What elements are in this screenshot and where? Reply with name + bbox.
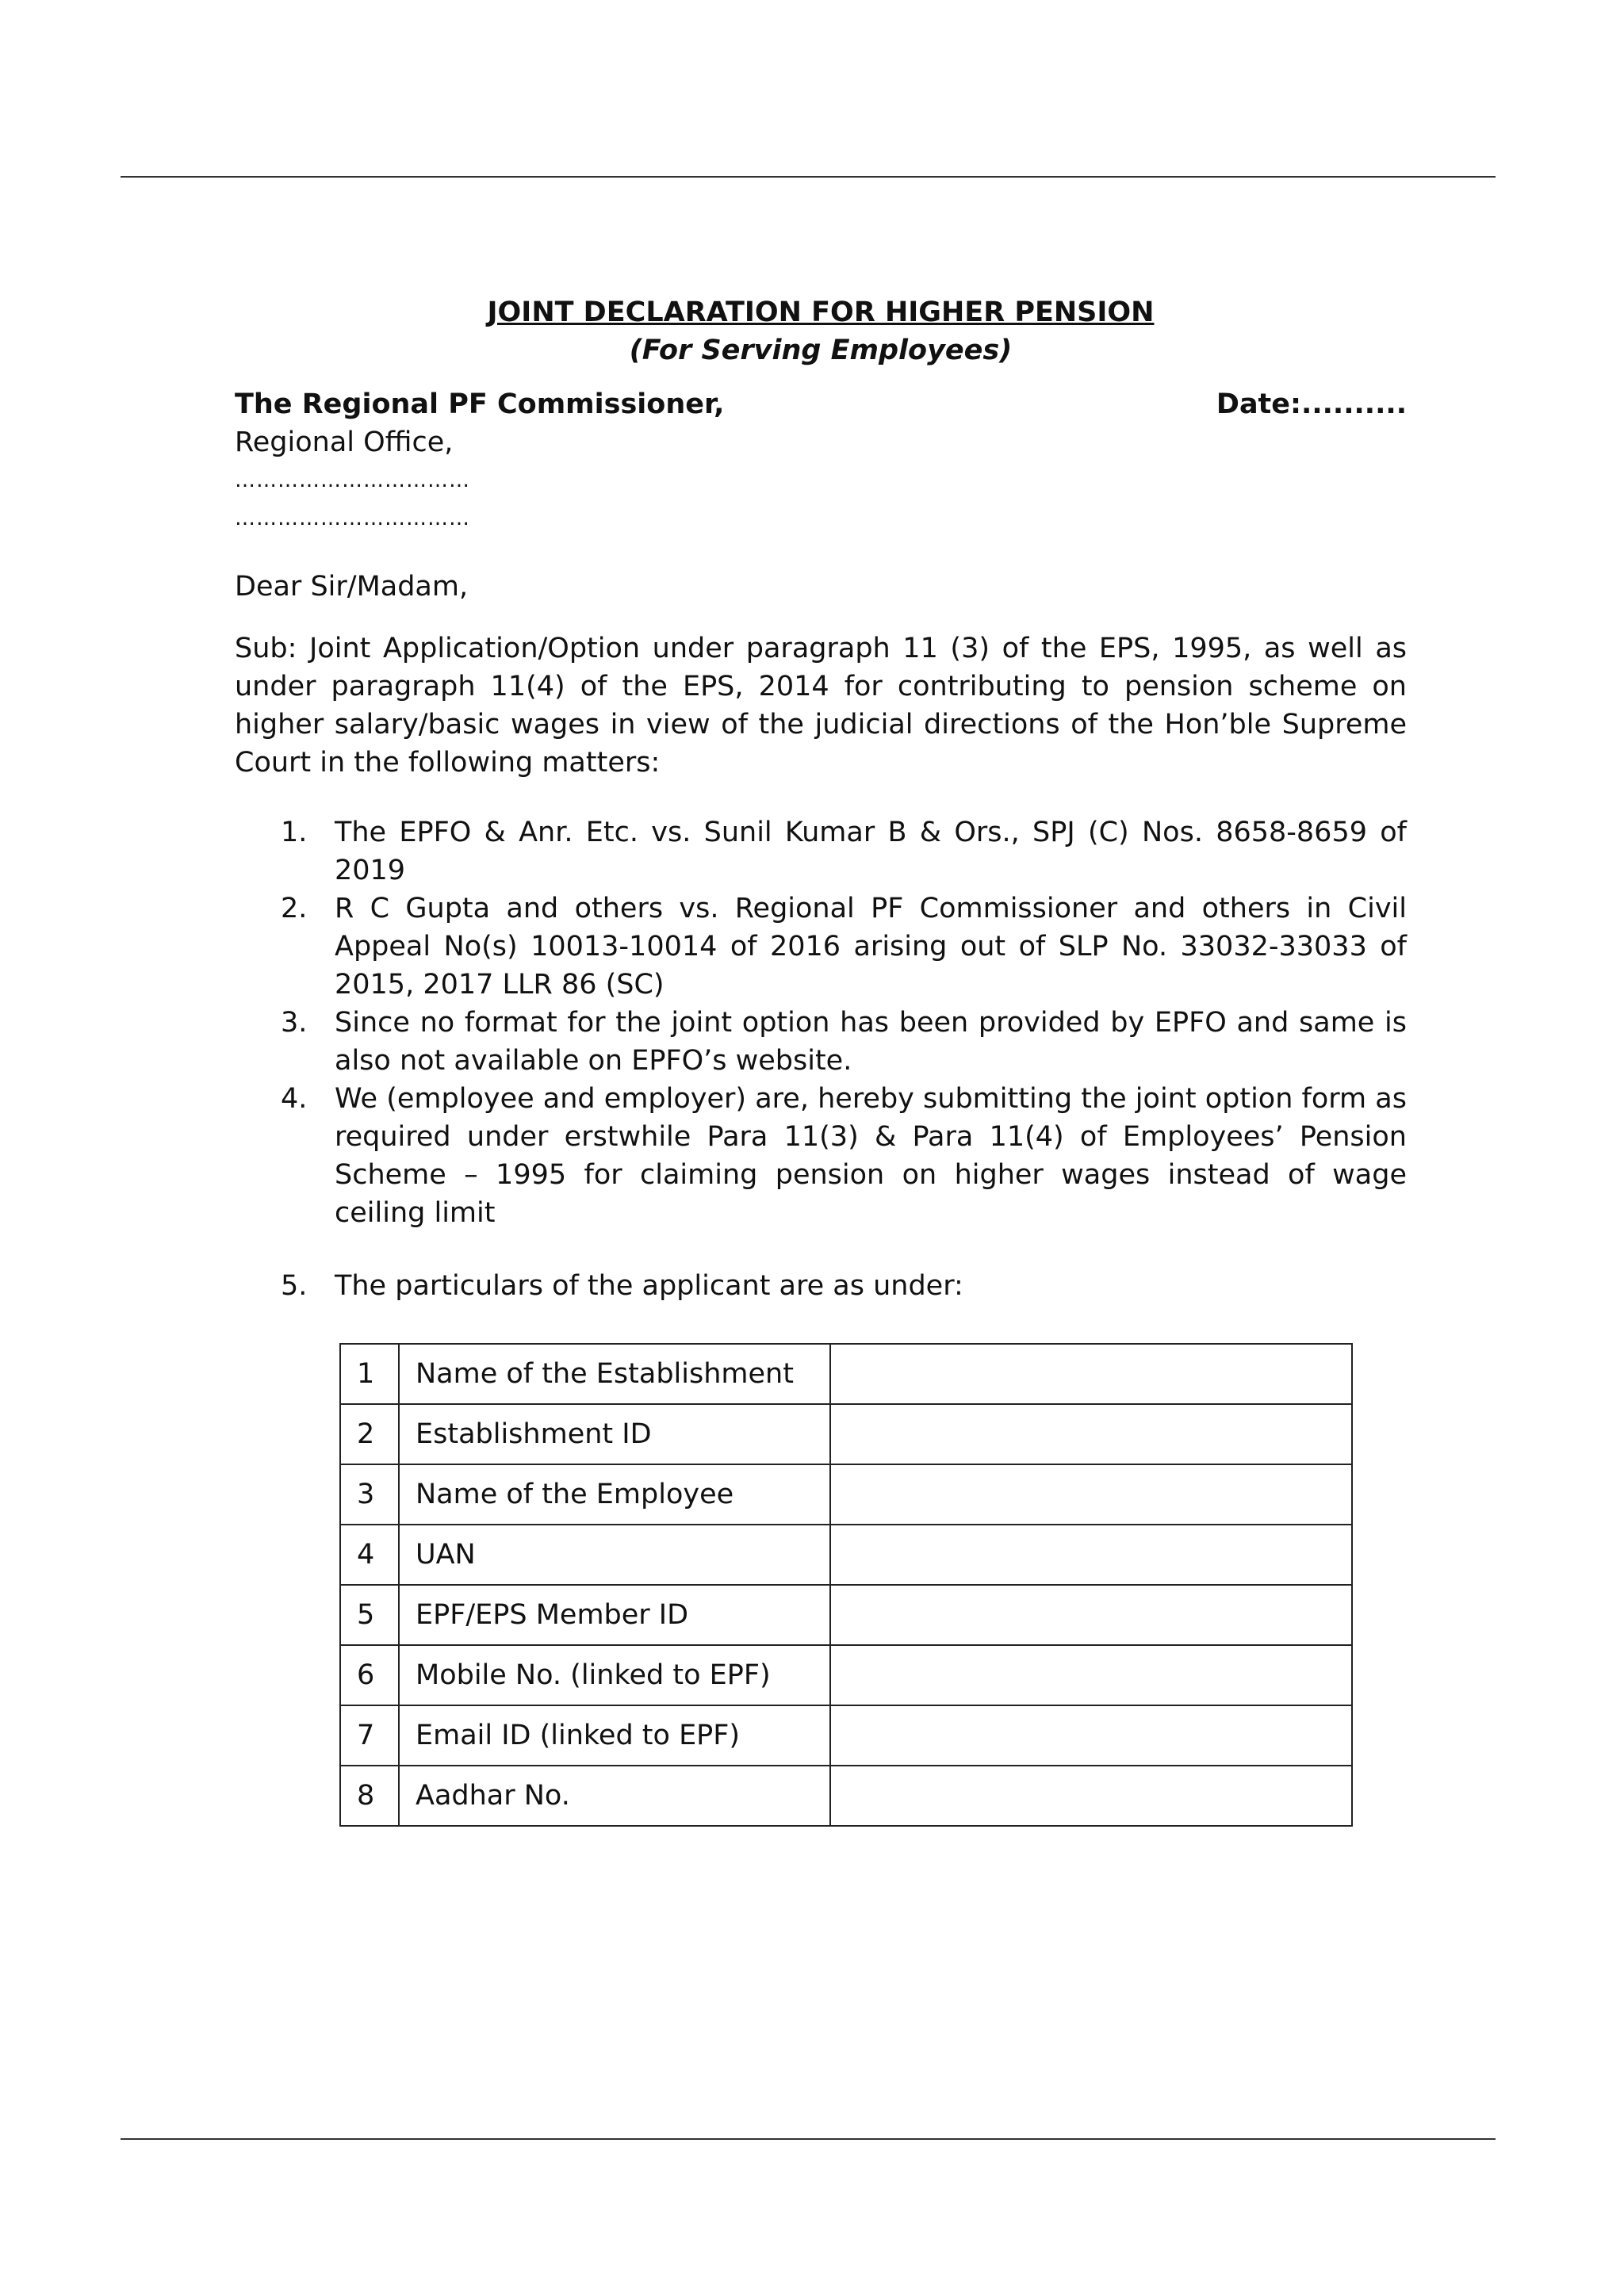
list-item-number: 4. [281,1083,308,1115]
row-label: Name of the Employee [399,1464,830,1525]
list-item [235,1004,1407,1080]
addressee-office: Regional Office, [235,427,454,458]
footer-rule [121,2138,1496,2140]
mobile-number-field[interactable] [830,1645,1352,1705]
table-row [340,1645,1352,1705]
table-row [340,1525,1352,1585]
uan-field[interactable] [830,1525,1352,1585]
establishment-name-field[interactable] [830,1344,1352,1404]
table-row [340,1705,1352,1766]
member-id-field[interactable] [830,1585,1352,1645]
aadhar-number-field[interactable] [830,1766,1352,1826]
list-item-number: 1. [281,817,308,848]
email-field[interactable] [830,1705,1352,1766]
list-item [235,1267,1407,1305]
row-number: 6 [340,1645,399,1705]
row-label: Name of the Establishment [399,1344,830,1404]
row-label: Mobile No. (linked to EPF) [399,1645,830,1705]
addressee-name: The Regional PF Commissioner, [235,388,725,420]
list-item [235,890,1407,1004]
date-field: Date:.......... [1216,388,1407,420]
list-item-text: We (employee and employer) are, hereby submitting the joint option form as required under erstwhile Para 11(3) & Para 11(4) of Employees’ Pension Scheme – 1995 for claiming pension on higher wages instead of wage ceiling limit [335,1083,1407,1229]
list-item-number: 2. [281,893,308,924]
list-item-text: Since no format for the joint option has been provided by EPFO and same is also not available on EPFO’s website. [335,1007,1407,1077]
row-number: 3 [340,1464,399,1525]
table-row [340,1404,1352,1464]
row-number: 4 [340,1525,399,1585]
row-label: UAN [399,1525,830,1585]
salutation: Dear Sir/Madam, [235,571,469,603]
addressee-row [235,385,1407,423]
list-item-number: 3. [281,1007,308,1039]
row-label: Aadhar No. [399,1766,830,1826]
employee-name-field[interactable] [830,1464,1352,1525]
document-title: JOINT DECLARATION FOR HIGHER PENSION [487,297,1155,328]
row-number: 1 [340,1344,399,1404]
address-blank-1: …………………………… [235,469,470,492]
table-row [340,1464,1352,1525]
list-item-text: The EPFO & Anr. Etc. vs. Sunil Kumar B & Ors., SPJ (C) Nos. 8658-8659 of 2019 [335,817,1407,886]
row-label: Email ID (linked to EPF) [399,1705,830,1766]
row-number: 7 [340,1705,399,1766]
row-label: EPF/EPS Member ID [399,1585,830,1645]
row-number: 2 [340,1404,399,1464]
establishment-id-field[interactable] [830,1404,1352,1464]
particulars-table [339,1343,1353,1827]
table-row [340,1585,1352,1645]
list-item-text: R C Gupta and others vs. Regional PF Commissioner and others in Civil Appeal No(s) 10013-10014 of 2016 arising out of SLP No. 33032-33033 of 2015, 2017 LLR 86 (SC) [335,893,1407,1001]
list-item-text: The particulars of the applicant are as under: [335,1270,963,1302]
row-number: 5 [340,1585,399,1645]
document-subtitle: (For Serving Employees) [629,335,1013,366]
list-item [235,1080,1407,1232]
list-item [235,813,1407,890]
matters-list [235,813,1407,1305]
header-rule [121,176,1496,178]
document-body [235,293,1407,1305]
row-number: 8 [340,1766,399,1826]
table-row [340,1344,1352,1404]
subject-paragraph: Sub: Joint Application/Option under paragraph 11 (3) of the EPS, 1995, as well as under paragraph 11(4) of the EPS, 2014 for contributing to pension scheme on higher salary/basic wages in view of the judicial directions of the Hon’ble Supreme Court in the following matters: [235,633,1407,779]
row-label: Establishment ID [399,1404,830,1464]
table-row [340,1766,1352,1826]
list-item-number: 5. [281,1270,308,1302]
address-blank-2: …………………………… [235,507,470,530]
